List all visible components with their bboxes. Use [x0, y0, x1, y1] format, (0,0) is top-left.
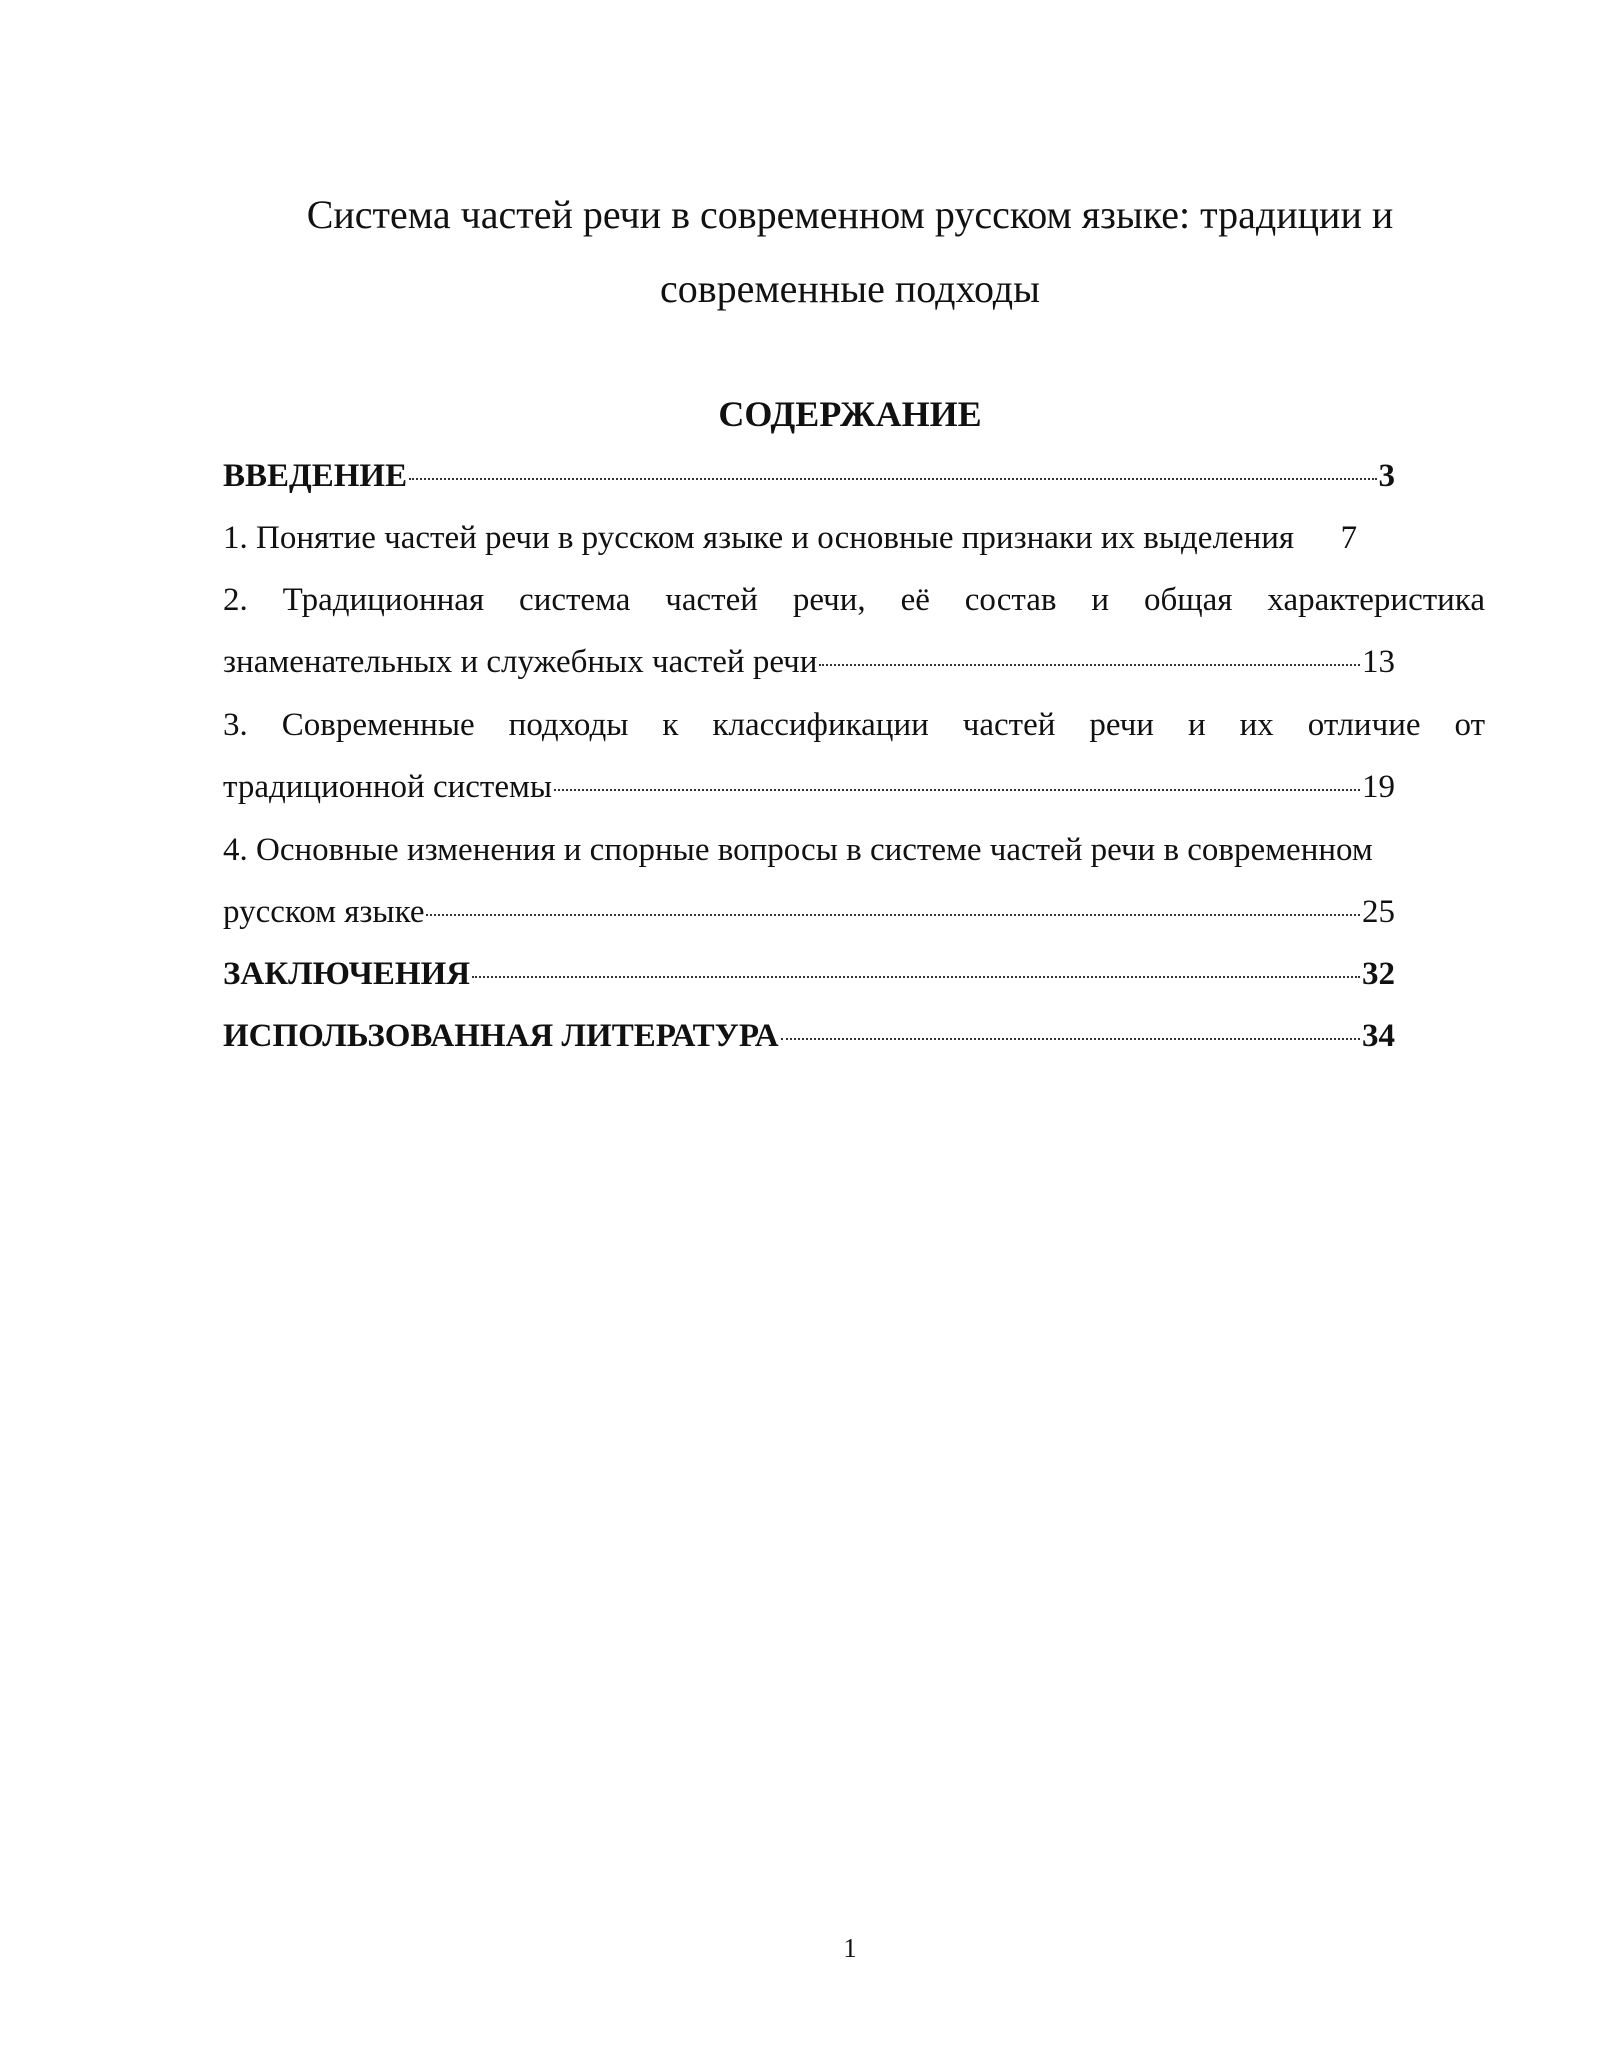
toc-entry-references[interactable] [223, 1012, 1395, 1060]
toc-entry-introduction[interactable] [223, 452, 1395, 500]
toc-page-number: 7 [1340, 520, 1358, 556]
toc-heading: СОДЕРЖАНИЕ [718, 394, 982, 434]
toc-page-number: 19 [1362, 769, 1395, 805]
toc-dot-leader [472, 976, 1360, 978]
toc-entry-label: ЗАКЛЮЧЕНИЯ [223, 956, 471, 992]
toc-page-number: 32 [1362, 956, 1395, 992]
toc-entry-label: ВВЕДЕНИЕ [223, 458, 408, 494]
toc-entry-label: ИСПОЛЬЗОВАННАЯ ЛИТЕРАТУРА [223, 1018, 779, 1054]
toc-dot-leader [409, 478, 1376, 480]
toc-page-number: 13 [1362, 644, 1395, 680]
toc-entry-line: 4. Основные изменения и спорные вопросы в системе частей речи в современном [223, 832, 1373, 868]
document-title: Система частей речи в современном русском языке: традиции и современные подходы [306, 192, 1394, 311]
toc-page-number: 34 [1362, 1018, 1395, 1054]
page-number: 1 [843, 1933, 857, 1963]
toc-entry-line: 2. Традиционная система частей речи, её состав и общая характеристика [223, 582, 1485, 618]
toc-dot-leader [781, 1038, 1360, 1040]
toc-dot-leader [819, 664, 1360, 666]
toc-dot-leader [554, 789, 1360, 791]
toc-entry-line [223, 638, 1395, 686]
toc-page-number: 3 [1378, 458, 1395, 494]
toc-entry-label: традиционной системы [223, 769, 553, 805]
toc-page-number: 25 [1362, 894, 1395, 930]
toc-entry-line [223, 763, 1395, 811]
toc-entry-1[interactable] [223, 514, 1485, 562]
toc-entry-label: 1. Понятие частей речи в русском языке и основные признаки их выделения [223, 520, 1295, 556]
toc-entry-label: русском языке [223, 894, 425, 930]
toc-entry-line [223, 888, 1395, 936]
toc-entry-label: знаменательных и служебных частей речи [223, 644, 818, 680]
toc-entry-conclusion[interactable] [223, 950, 1395, 998]
toc-entry-line: 3. Современные подходы к классификации частей речи и их отличие от [223, 707, 1485, 743]
toc-dot-leader [426, 914, 1360, 916]
